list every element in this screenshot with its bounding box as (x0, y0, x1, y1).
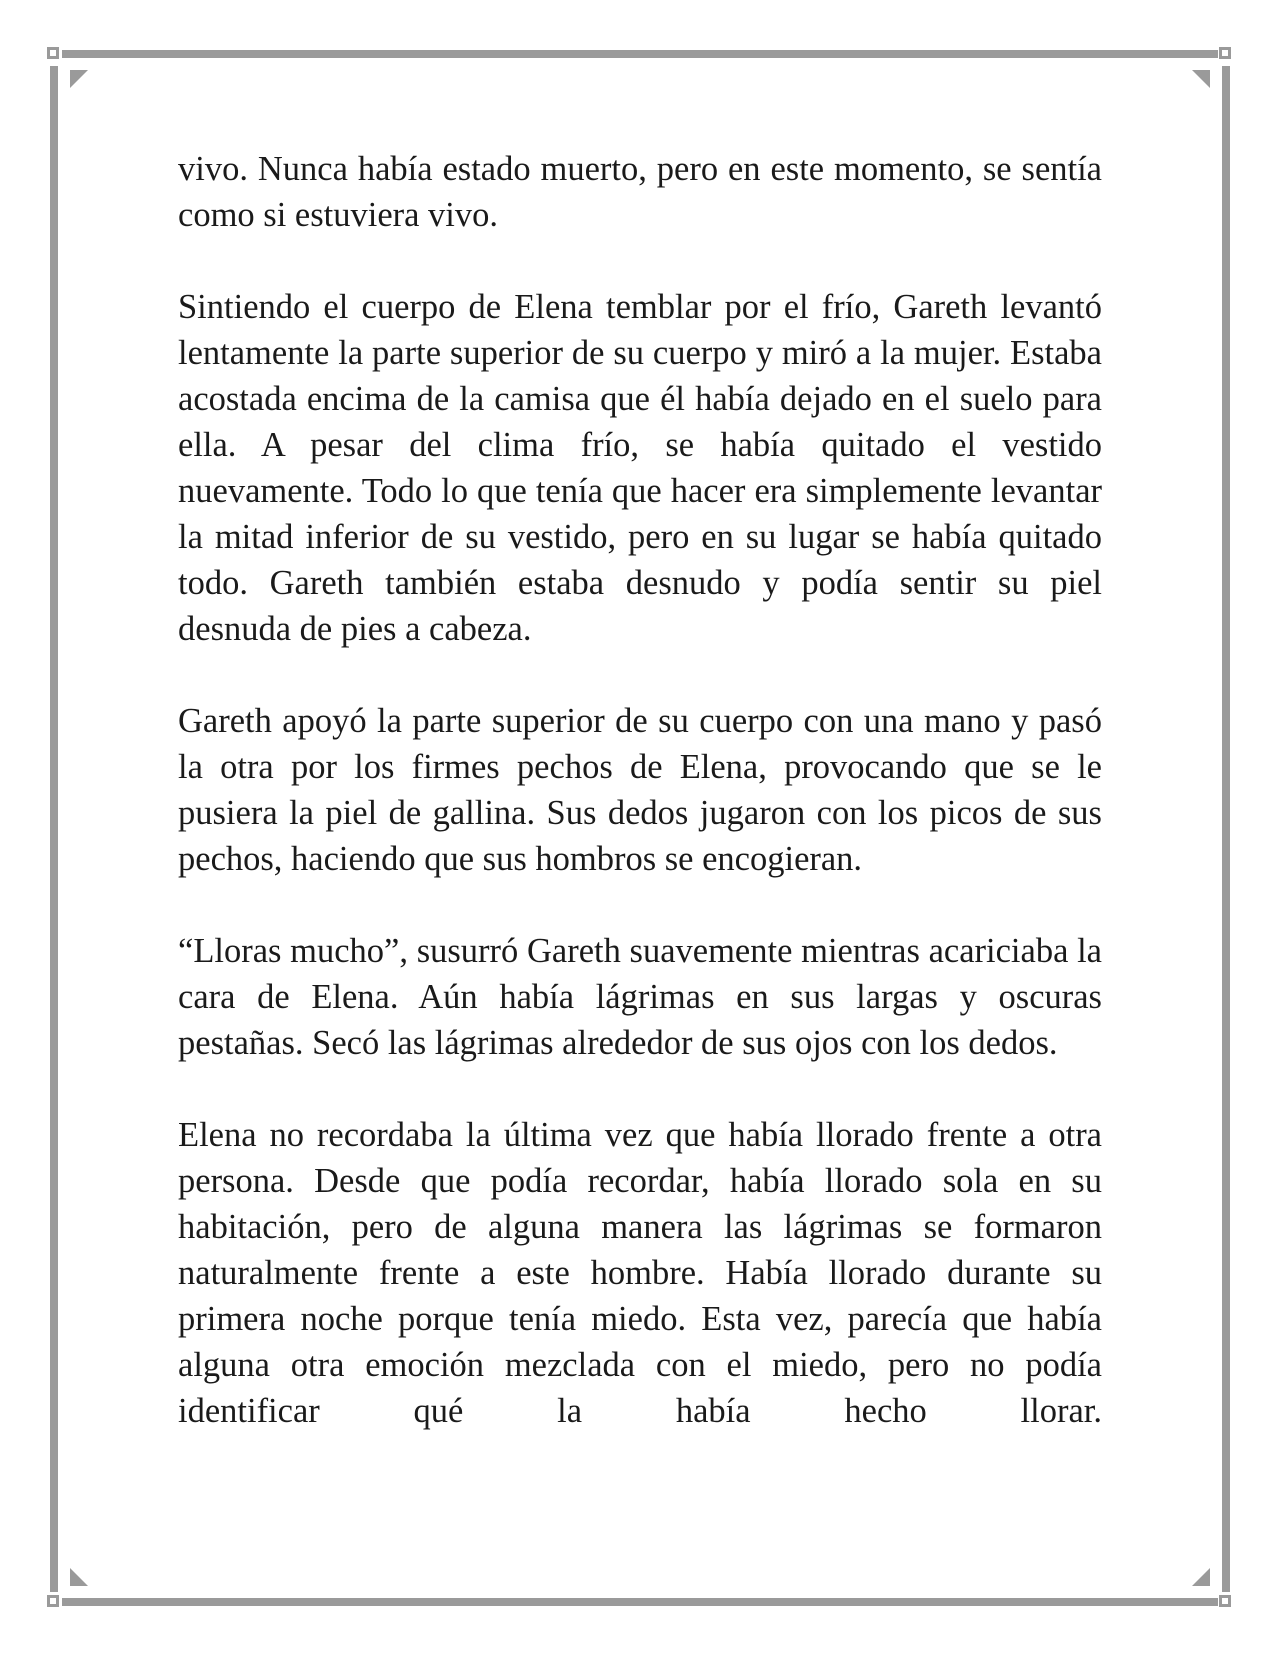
frame-bottom-border (62, 1598, 1218, 1606)
frame-corner-ornament-top-left (47, 47, 59, 59)
frame-corner-triangle-bottom-right (1192, 1568, 1210, 1586)
paragraph-4: “Lloras mucho”, susurró Gareth suavemente mientras acariciaba la cara de Elena. Aún había lágrimas en sus largas y oscuras pestañas. Secó las lágrimas alrededor de sus ojos con los dedos. (178, 932, 1102, 1062)
paragraph-5: Elena no recordaba la última vez que había llorado frente a otra persona. Desde que podía recordar, había llorado sola en su habitación, pero de alguna manera las lágrimas se formaron naturalmente frente a este hombre. Había llorado durante su primera noche porque tenía miedo. Esta vez, parecía que había alguna otra emoción mezclada con el miedo, pero no podía identificar qué la había hecho llorar. (178, 1116, 1102, 1430)
frame-top-border (62, 50, 1218, 58)
paragraph-2: Sintiendo el cuerpo de Elena temblar por el frío, Gareth levantó lentamente la parte superior de su cuerpo y miró a la mujer. Estaba acostada encima de la camisa que él había dejado en el suelo para ella. A pesar del clima frío, se había quitado el vestido nuevamente. Todo lo que tenía que hacer era simplemente levantar la mitad inferior de su vestido, pero en su lugar se había quitado todo. Gareth también estaba desnudo y podía sentir su piel desnuda de pies a cabeza. (178, 288, 1102, 648)
frame-corner-triangle-top-left (70, 70, 88, 88)
frame-corner-ornament-bottom-left (47, 1595, 59, 1607)
frame-corner-triangle-bottom-left (70, 1568, 88, 1586)
paragraph-1: vivo. Nunca había estado muerto, pero en este momento, se sentía como si estuviera vivo. (178, 150, 1102, 234)
frame-corner-ornament-top-right (1219, 47, 1231, 59)
page-body (178, 146, 1102, 1480)
paragraph-3: Gareth apoyó la parte superior de su cuerpo con una mano y pasó la otra por los firmes pechos de Elena, provocando que se le pusiera la piel de gallina. Sus dedos jugaron con los picos de sus pechos, haciendo que sus hombros se encogieran. (178, 702, 1102, 878)
frame-corner-triangle-top-right (1192, 70, 1210, 88)
frame-left-border (50, 66, 58, 1592)
frame-right-border (1222, 66, 1230, 1592)
frame-corner-ornament-bottom-right (1219, 1595, 1231, 1607)
